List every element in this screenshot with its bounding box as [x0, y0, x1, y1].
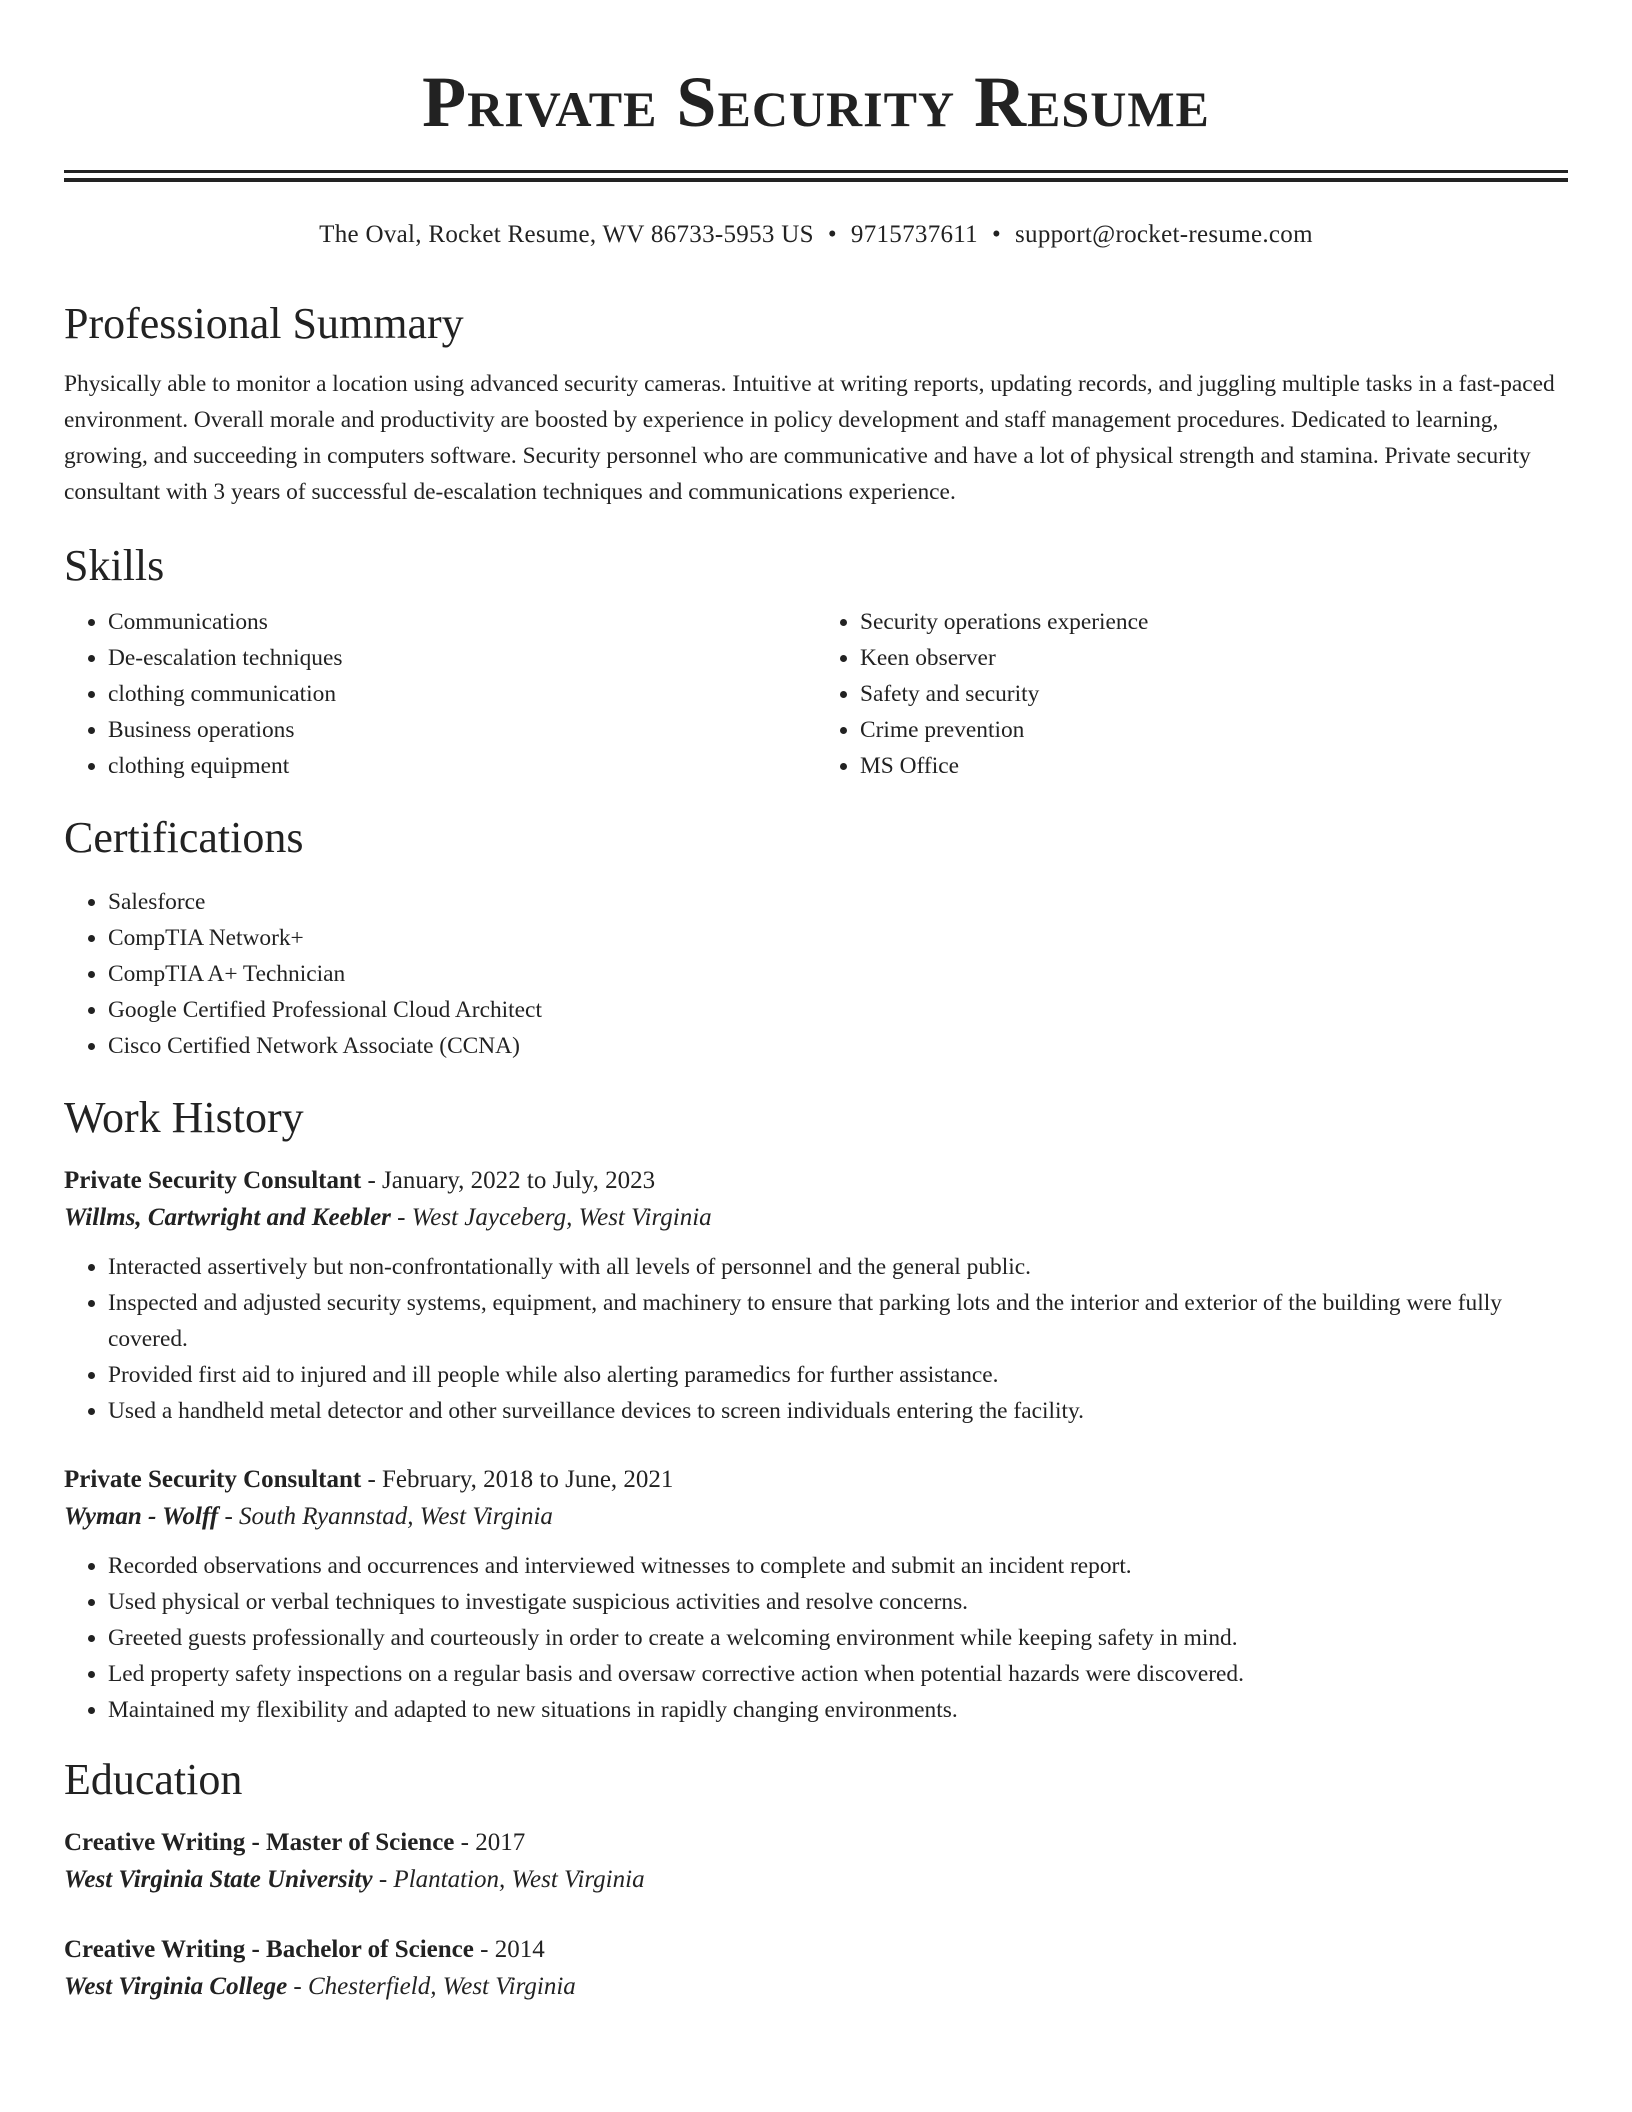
- skill-item: • Crime prevention: [860, 712, 1568, 748]
- contact-phone: 9715737611: [850, 221, 978, 248]
- job-location: - South Ryannstad, West Virginia: [218, 1503, 553, 1530]
- job-entry: [64, 1162, 1568, 1429]
- skills-heading: Skills: [64, 541, 165, 590]
- certifications-list: [64, 884, 1568, 1064]
- job-dates: - January, 2022 to July, 2023: [361, 1167, 656, 1194]
- skills-columns: [64, 604, 1568, 784]
- title-divider-top: [64, 170, 1568, 173]
- job-bullet: • Recorded observations and occurrences and interviewed witnesses to complete and submit an incident report.: [108, 1548, 1568, 1584]
- education-degree: Creative Writing - Master of Science: [64, 1829, 455, 1856]
- summary-text: Physically able to monitor a location using advanced security cameras. Intuitive at writing reports, updating records, and juggling multiple tasks in a fast-paced environment. Overall morale and productivity are boosted by experience in policy development and staff management procedures. Dedicated to learning, growing, and succeeding in computers software. Security personnel who are communicative and have a lot of physical strength and stamina. Private security consultant with 3 years of successful de-escalation techniques and communications experience.: [64, 371, 1555, 505]
- job-bullet: • Used a handheld metal detector and other surveillance devices to screen individuals entering the facility.: [108, 1393, 1568, 1429]
- education-location: - Chesterfield, West Virginia: [287, 1973, 576, 2000]
- skill-item: • clothing equipment: [108, 748, 816, 784]
- skill-item: • Communications: [108, 604, 816, 640]
- skills-list-right: [816, 604, 1568, 784]
- education-heading: Education: [64, 1755, 243, 1804]
- contact-separator: •: [991, 221, 1002, 248]
- job-title: Private Security Consultant: [64, 1466, 362, 1493]
- contact-separator: •: [827, 221, 837, 248]
- job-company-line: [64, 1199, 1568, 1237]
- education-school-line: [64, 1968, 1568, 2006]
- job-bullet: • Maintained my flexibility and adapted to new situations in rapidly changing environments.: [108, 1692, 1568, 1728]
- job-bullet: • Interacted assertively but non-confrontationally with all levels of personnel and the general public.: [108, 1249, 1568, 1285]
- job-location: - West Jayceberg, West Virginia: [390, 1204, 712, 1231]
- job-bullet: • Greeted guests professionally and courteously in order to create a welcoming environment while keeping safety in mind.: [108, 1620, 1568, 1656]
- certification-item: • Cisco Certified Network Associate (CCNA): [108, 1028, 1568, 1064]
- resume-title: Private Security Resume: [422, 62, 1210, 142]
- job-title: Private Security Consultant: [64, 1167, 362, 1194]
- job-company: Willms, Cartwright and Keebler: [64, 1204, 391, 1231]
- education-year: - 2017: [454, 1829, 526, 1856]
- resume-page: [64, 0, 1568, 2006]
- contact-address: The Oval, Rocket Resume, WV 86733-5953 US: [319, 221, 814, 248]
- job-bullet: • Provided first aid to injured and ill people while also alerting paramedics for further assistance.: [108, 1357, 1568, 1393]
- education-year: - 2014: [473, 1936, 545, 1963]
- contact-line: [64, 218, 1568, 252]
- skill-item: • Safety and security: [860, 676, 1568, 712]
- job-title-line: [64, 1461, 1568, 1498]
- skill-item: • MS Office: [860, 748, 1568, 784]
- certification-item: • CompTIA Network+: [108, 920, 1568, 956]
- skill-item: • Security operations experience: [860, 604, 1568, 640]
- job-bullet: • Inspected and adjusted security systems, equipment, and machinery to ensure that parking lots and the interior and exterior of the building were fully covered.: [108, 1285, 1568, 1357]
- skill-item: • De-escalation techniques: [108, 640, 816, 676]
- education-degree: Creative Writing - Bachelor of Science: [64, 1936, 474, 1963]
- job-title-line: [64, 1162, 1568, 1199]
- certification-item: • CompTIA A+ Technician: [108, 956, 1568, 992]
- education-location: - Plantation, West Virginia: [372, 1866, 645, 1893]
- contact-email: support@rocket-resume.com: [1015, 221, 1313, 248]
- certification-item: • Google Certified Professional Cloud Architect: [108, 992, 1568, 1028]
- job-bullets: [64, 1548, 1568, 1728]
- skill-item: • Keen observer: [860, 640, 1568, 676]
- job-dates: - February, 2018 to June, 2021: [361, 1466, 674, 1493]
- education-degree-line: [64, 1931, 1568, 1968]
- education-entry: [64, 1931, 1568, 2006]
- certification-item: • Salesforce: [108, 884, 1568, 920]
- skill-item: • Business operations: [108, 712, 816, 748]
- job-company: Wyman - Wolff: [64, 1503, 219, 1530]
- job-bullet: • Led property safety inspections on a regular basis and oversaw corrective action when potential hazards were discovered.: [108, 1656, 1568, 1692]
- job-entry: [64, 1461, 1568, 1728]
- education-school: West Virginia State University: [64, 1866, 373, 1893]
- education-entry: [64, 1824, 1568, 1899]
- job-bullets: [64, 1249, 1568, 1429]
- title-divider-bottom: [64, 178, 1568, 182]
- education-degree-line: [64, 1824, 1568, 1861]
- summary-heading: Professional Summary: [64, 299, 464, 348]
- certifications-heading: Certifications: [64, 813, 304, 862]
- education-school: West Virginia College: [64, 1973, 288, 2000]
- skill-item: • clothing communication: [108, 676, 816, 712]
- job-bullet: • Used physical or verbal techniques to investigate suspicious activities and resolve concerns.: [108, 1584, 1568, 1620]
- education-school-line: [64, 1861, 1568, 1899]
- skills-list-left: [64, 604, 816, 784]
- work-history-heading: Work History: [64, 1093, 304, 1142]
- job-company-line: [64, 1498, 1568, 1536]
